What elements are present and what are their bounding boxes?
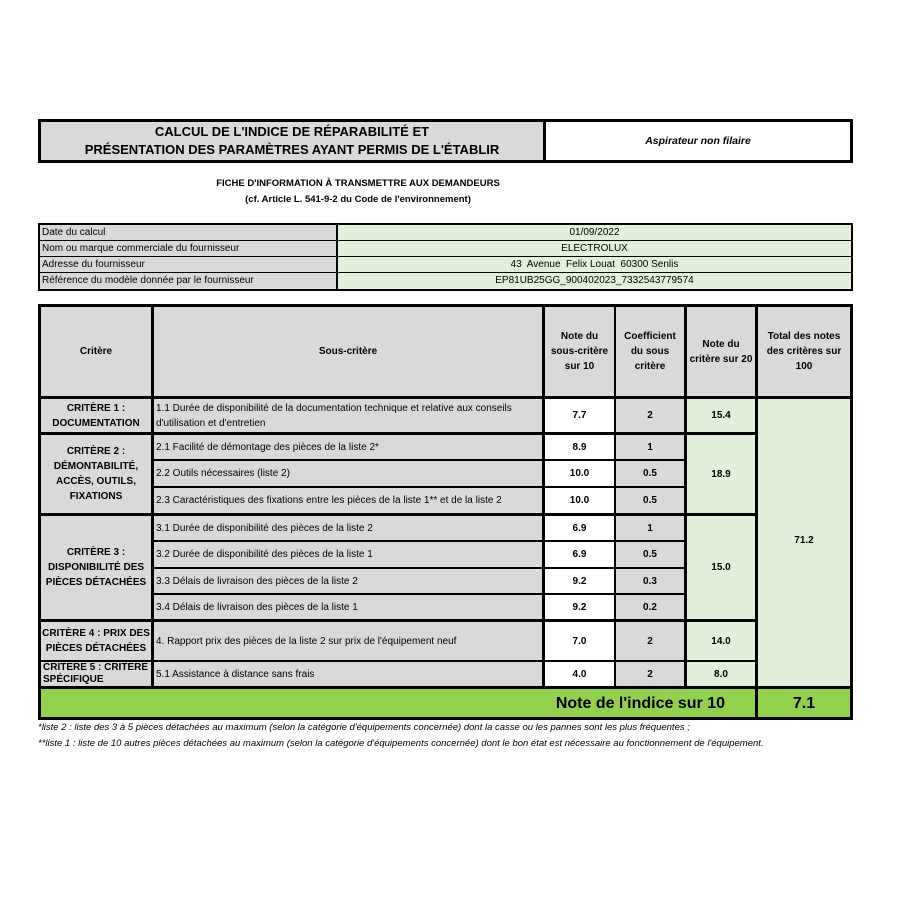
- info-row-reference: [40, 273, 851, 289]
- sub-criterion-2-1: 2.1 Facilité de démontage des pièces de la liste 2*: [154, 435, 542, 459]
- sub-criterion-2-2: 2.2 Outils nécessaires (liste 2): [154, 461, 542, 486]
- divider: [755, 307, 758, 717]
- sub-criterion-3-2: 3.2 Durée de disponibilité des pièces de la liste 1: [154, 542, 542, 567]
- header-note-critere: Note du critère sur 20: [687, 307, 755, 396]
- divider: [684, 307, 687, 686]
- score-3-4: 9.2: [545, 595, 614, 619]
- sub-criterion-3-1: 3.1 Durée de disponibilité des pièces de la liste 2: [154, 516, 542, 540]
- coef-2-3: 0.5: [616, 488, 684, 513]
- sub-criterion-1-1: 1.1 Durée de disponibilité de la documentation technique et relative aux conseils d'utilisation et d'entretien: [154, 399, 542, 432]
- score-3-2: 6.9: [545, 542, 614, 567]
- total-score: 71.2: [758, 399, 850, 686]
- info-label: Référence du modèle donnée par le fournisseur: [40, 273, 338, 289]
- footnote-liste-2: *liste 2 : liste des 3 à 5 pièces détachées au maximum (selon la catégorie d'équipements concernée) dont la casse ou les pannes sont les plus fréquentes ;: [38, 722, 690, 733]
- subtitle-line-1: FICHE D'INFORMATION À TRANSMETTRE AUX DEMANDEURS: [216, 178, 500, 189]
- coef-3-1: 1: [616, 516, 684, 540]
- coef-3-4: 0.2: [616, 595, 684, 619]
- criterion-5-score: 8.0: [687, 662, 755, 686]
- divider: [154, 567, 684, 569]
- divider: [41, 660, 755, 662]
- score-2-2: 10.0: [545, 461, 614, 486]
- final-index-label: Note de l'indice sur 10: [41, 689, 755, 717]
- divider: [614, 307, 616, 686]
- coef-2-2: 0.5: [616, 461, 684, 486]
- divider: [41, 686, 850, 689]
- subtitle-line-2: (cf. Article L. 541-9-2 du Code de l'environnement): [245, 194, 471, 205]
- info-label: Nom ou marque commerciale du fournisseur: [40, 241, 338, 256]
- coef-4: 2: [616, 622, 684, 660]
- criterion-4-label: CRITÈRE 4 : PRIX DES PIÈCES DÉTACHÉES: [41, 622, 151, 660]
- header-sous-critere: Sous-critère: [154, 307, 542, 396]
- score-2-1: 8.9: [545, 435, 614, 459]
- header-critere: Critère: [41, 307, 151, 396]
- header-note-sous-critere: Note du sous-critère sur 10: [545, 307, 614, 396]
- info-value: 01/09/2022: [338, 225, 851, 240]
- score-3-3: 9.2: [545, 569, 614, 593]
- divider: [41, 513, 755, 516]
- divider: [154, 486, 684, 488]
- coef-3-2: 0.5: [616, 542, 684, 567]
- coef-1-1: 2: [616, 399, 684, 432]
- footnotes: [38, 720, 853, 752]
- score-5-1: 4.0: [545, 662, 614, 686]
- coef-3-3: 0.3: [616, 569, 684, 593]
- final-index-value: 7.1: [758, 689, 850, 717]
- supplier-info-table: [38, 223, 853, 291]
- criterion-3-score: 15.0: [687, 516, 755, 619]
- info-value: 43 Avenue Felix Louat 60300 Senlis: [338, 257, 851, 272]
- sub-criterion-2-3: 2.3 Caractéristiques des fixations entre les pièces de la liste 1** et de la liste 2: [154, 488, 542, 513]
- header-coefficient: Coefficient du sous critère: [616, 307, 684, 396]
- divider: [41, 396, 850, 399]
- info-row-date: [40, 225, 851, 241]
- product-type: Aspirateur non filaire: [645, 135, 751, 147]
- coef-5-1: 2: [616, 662, 684, 686]
- subtitle: [38, 176, 678, 208]
- title-box: [38, 119, 853, 163]
- divider: [41, 432, 755, 435]
- sub-criterion-3-3: 3.3 Délais de livraison des pièces de la liste 2: [154, 569, 542, 593]
- sub-criterion-4: 4. Rapport prix des pièces de la liste 2 sur prix de l'équipement neuf: [154, 622, 542, 660]
- divider: [154, 540, 684, 542]
- criterion-4-score: 14.0: [687, 622, 755, 660]
- criterion-5-label: CRITERE 5 : CRITERE SPÉCIFIQUE: [41, 662, 151, 686]
- criterion-2-label: CRITÈRE 2 : DÉMONTABILITÉ, ACCÈS, OUTILS, FIXATIONS: [41, 435, 151, 513]
- divider: [151, 307, 154, 686]
- divider: [154, 593, 684, 595]
- info-value: ELECTROLUX: [338, 241, 851, 256]
- info-row-brand: [40, 241, 851, 257]
- repairability-table: [38, 304, 853, 720]
- score-3-1: 6.9: [545, 516, 614, 540]
- coef-2-1: 1: [616, 435, 684, 459]
- document-title: [41, 122, 546, 160]
- info-value: EP81UB25GG_900402023_7332543779574: [338, 273, 851, 289]
- sub-criterion-5-1: 5.1 Assistance à distance sans frais: [154, 662, 542, 686]
- score-2-3: 10.0: [545, 488, 614, 513]
- info-label: Date du calcul: [40, 225, 338, 240]
- divider: [41, 619, 755, 622]
- divider: [154, 459, 684, 461]
- header-total: Total des notes des critères sur 100: [758, 307, 850, 396]
- info-row-address: [40, 257, 851, 273]
- divider: [542, 307, 545, 686]
- criterion-1-label: CRITÈRE 1 : DOCUMENTATION: [41, 399, 151, 432]
- criterion-2-score: 18.9: [687, 435, 755, 513]
- info-label: Adresse du fournisseur: [40, 257, 338, 272]
- footnote-liste-1: **liste 1 : liste de 10 autres pièces détachées au maximum (selon la catégorie d'équipements concernée) dont le bon état est nécessaire au fonctionnement de l'équipement.: [38, 738, 764, 749]
- sub-criterion-3-4: 3.4 Délais de livraison des pièces de la liste 1: [154, 595, 542, 619]
- score-4: 7.0: [545, 622, 614, 660]
- criterion-1-score: 15.4: [687, 399, 755, 432]
- criterion-3-label: CRITÈRE 3 : DISPONIBILITÉ DES PIÈCES DÉTACHÉES: [41, 516, 151, 619]
- score-1-1: 7.7: [545, 399, 614, 432]
- title-line-2: PRÉSENTATION DES PARAMÈTRES AYANT PERMIS DE L'ÉTABLIR: [84, 142, 500, 157]
- title-line-1: CALCUL DE L'INDICE DE RÉPARABILITÉ ET: [154, 124, 430, 139]
